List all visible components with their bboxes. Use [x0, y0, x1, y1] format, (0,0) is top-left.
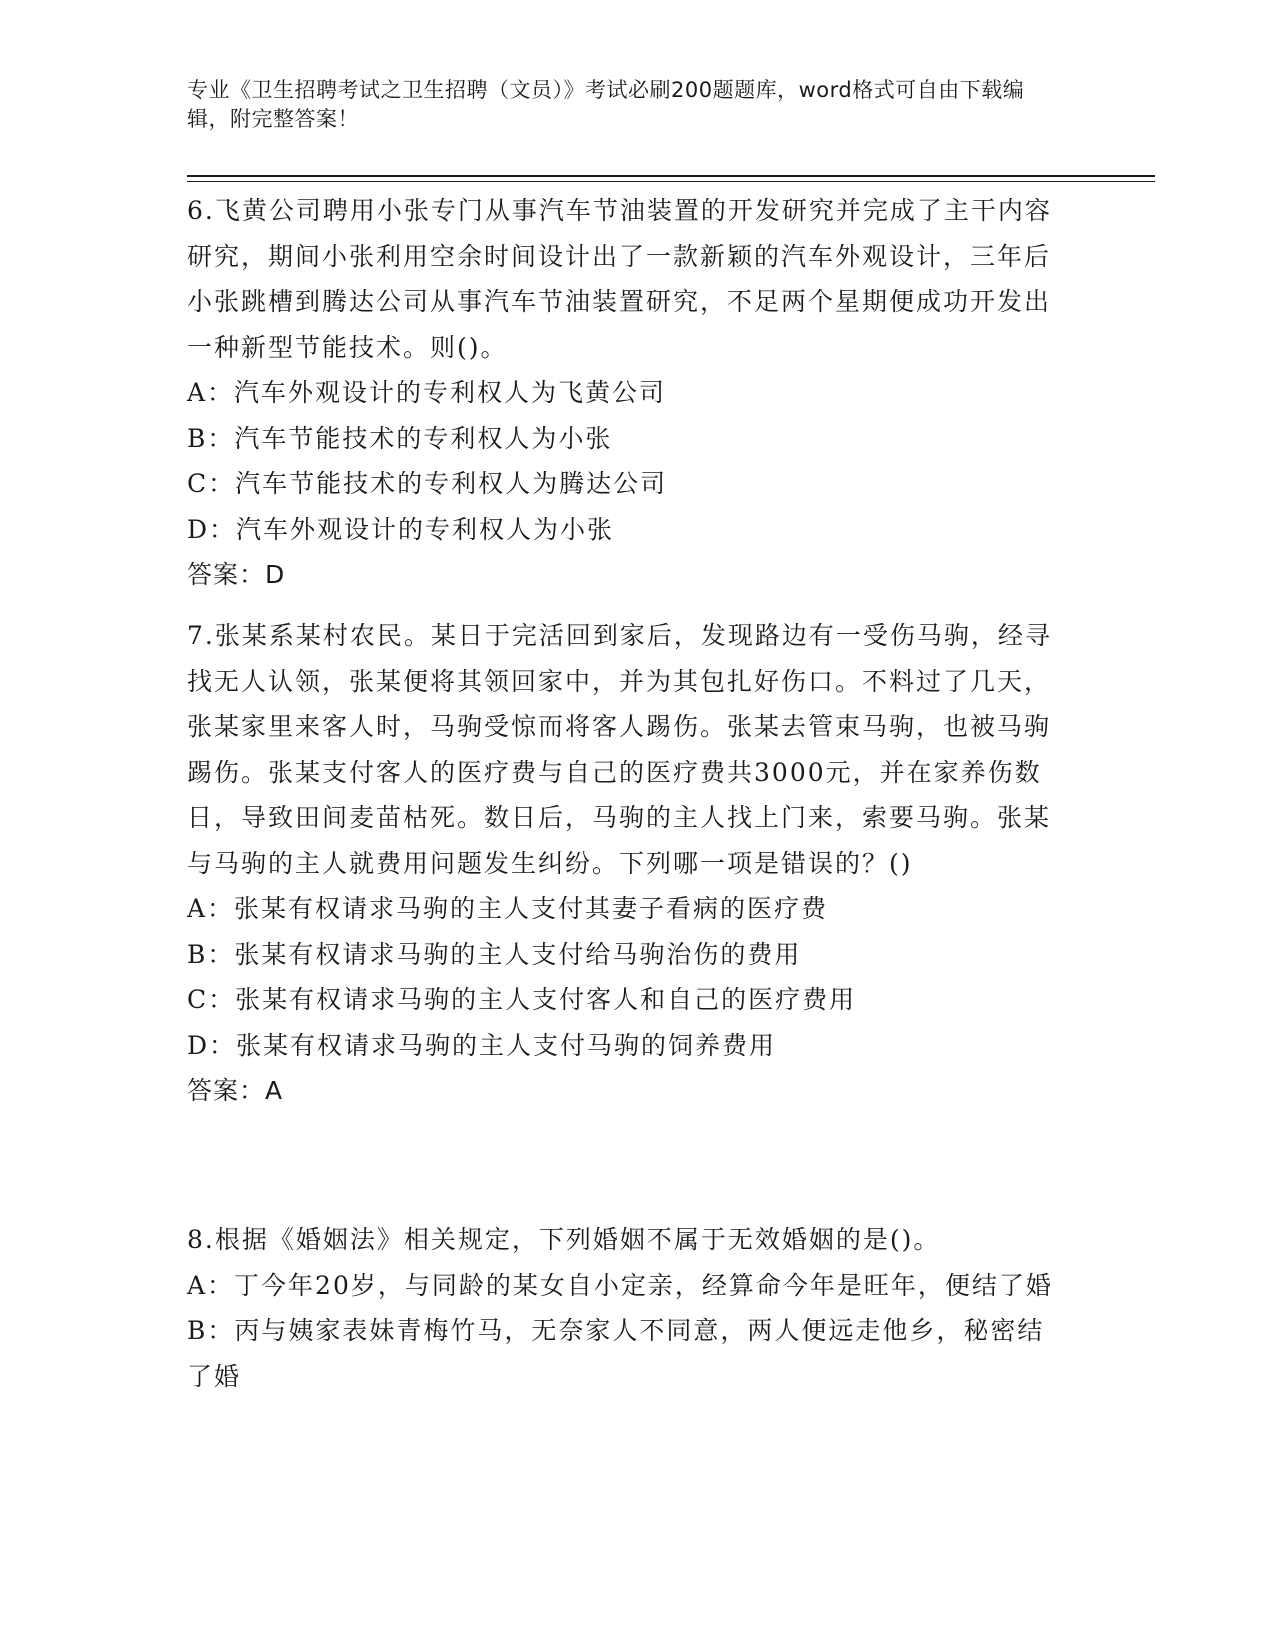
option-b: B：张某有权请求马驹的主人支付给马驹治伤的费用 [187, 939, 802, 969]
header-divider-thick [187, 175, 1155, 177]
option-a: A：汽车外观设计的专利权人为飞黄公司 [187, 378, 667, 407]
option-d: D：张某有权请求马驹的主人支付马驹的饲养费用 [187, 1030, 777, 1060]
question-6 [187, 188, 1067, 598]
answer-line: 答案：A [187, 1076, 284, 1105]
question-8 [187, 1217, 1067, 1399]
question-stem: 6.飞黄公司聘用小张专门从事汽车节油装置的开发研究并完成了主干内容研究，期间小张利用空余时间设计出了一款新颖的汽车外观设计，三年后小张跳槽到腾达公司从事汽车节油装置研究，不足两个星期便成功开发出一种新型节能技术。则()。 [187, 196, 1052, 362]
option-b: B：丙与姨家表妹青梅竹马，无奈家人不同意，两人便远走他乡，秘密结了婚 [187, 1316, 1045, 1391]
option-c: C：汽车节能技术的专利权人为腾达公司 [187, 469, 668, 498]
question-stem: 8.根据《婚姻法》相关规定，下列婚姻不属于无效婚姻的是()。 [187, 1225, 941, 1254]
option-c: C：张某有权请求马驹的主人支付客人和自己的医疗费用 [187, 985, 857, 1014]
option-b: B：汽车节能技术的专利权人为小张 [187, 423, 613, 453]
option-a: A：张某有权请求马驹的主人支付其妻子看病的医疗费 [187, 894, 829, 923]
document-header [187, 76, 1067, 134]
question-stem: 7.张某系某村农民。某日于完活回到家后，发现路边有一受伤马驹，经寻找无人认领，张某便将其领回家中，并为其包扎好伤口。不料过了几天，张某家里来客人时，马驹受惊而将客人踢伤。张某去管束马驹，也被马驹踢伤。张某支付客人的医疗费与自己的医疗费共3000元，并在家养伤数日，导致田间麦苗枯死。数日后，马驹的主人找上门来，索要马驹。张某与马驹的主人就费用问题发生纠纷。下列哪一项是错误的？() [187, 621, 1052, 878]
option-a: A：丁今年20岁，与同龄的某女自小定亲，经算命今年是旺年，便结了婚 [187, 1270, 1053, 1300]
header-title: 专业《卫生招聘考试之卫生招聘（文员）》考试必刷200题题库，word格式可自由下载编辑，附完整答案！ [187, 78, 1025, 131]
answer-line: 答案：D [187, 560, 286, 589]
option-d: D：汽车外观设计的专利权人为小张 [187, 514, 615, 544]
question-7 [187, 613, 1067, 1114]
header-divider-thin [187, 181, 1155, 182]
